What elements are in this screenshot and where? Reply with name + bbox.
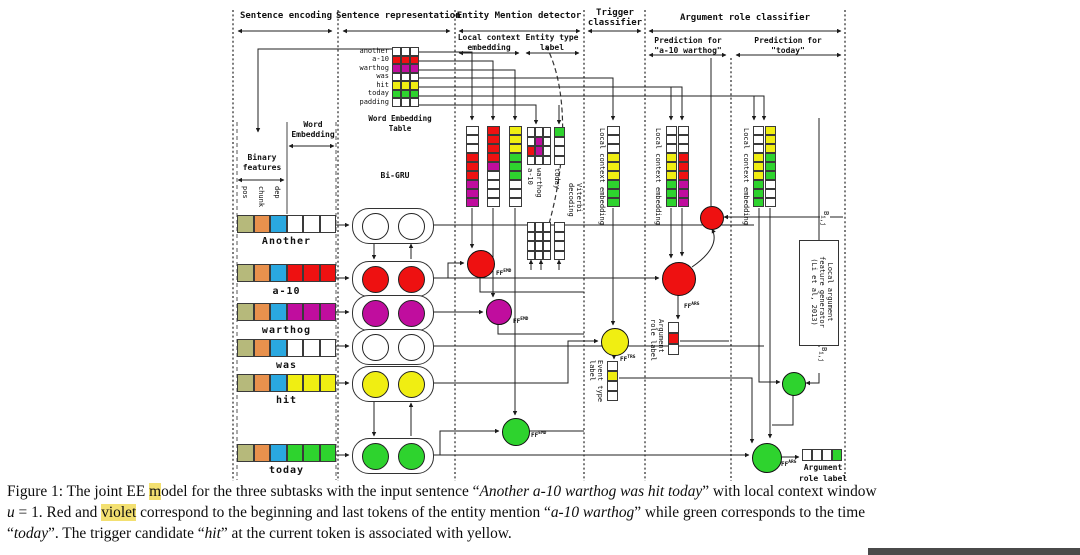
label-bij-bottom: $B_{i,j}$ — [818, 347, 828, 373]
token-label-warthog: warthog — [261, 325, 312, 336]
token-label-today: today — [268, 465, 305, 476]
label-argument-role-output-line2: role label — [798, 474, 848, 483]
ff-node-arg-big-red — [662, 262, 696, 296]
ff-label-trigger: $FF^{TRG}$ — [620, 355, 636, 363]
ff-node-emd-violet — [486, 299, 512, 325]
label-bigru: Bi-GRU — [380, 171, 410, 180]
ff-node-emd-green — [502, 418, 530, 446]
token-label-hit: hit — [275, 395, 298, 406]
gru-cell — [362, 300, 389, 327]
gru-cell — [362, 443, 389, 470]
label-argument-role-vertical: Argument role label — [649, 319, 665, 362]
gru-cell — [362, 266, 389, 293]
entity-type-grid — [527, 127, 551, 165]
word-embedding-table — [392, 47, 419, 107]
emd-context-bar-2 — [487, 126, 500, 207]
header-prediction-today-line1: Prediction for — [754, 36, 822, 45]
event-type-label-bar — [607, 361, 618, 401]
entity-type-today-column — [554, 127, 565, 165]
gru-unit-hit — [352, 366, 434, 402]
label-feature-generator: Local argument feature generator (Li et al, 2013) — [810, 256, 834, 328]
label-lce-trigger: Local context embedding — [598, 128, 606, 225]
table-caption-line2: Table — [388, 124, 412, 133]
token-label-another: Another — [261, 236, 312, 247]
gru-cell — [362, 213, 389, 240]
header-local-context-embedding-line2: embedding — [467, 43, 511, 52]
gru-cell — [398, 213, 425, 240]
table-row-label: padding — [359, 98, 389, 106]
header-local-context-embedding-line1: Local context — [457, 33, 521, 42]
gru-cell — [398, 266, 425, 293]
argument-role-output-bar — [802, 449, 842, 461]
arg-a10-context-bar-1 — [666, 126, 677, 207]
viterbi-grid — [527, 222, 551, 260]
gru-cell — [398, 443, 425, 470]
gru-cell — [398, 334, 425, 361]
label-word-embedding-line1: Word — [303, 120, 323, 129]
token-label-was: was — [275, 360, 298, 371]
label-binary-features-line1: Binary — [247, 153, 277, 162]
label-dep-feature: dep — [273, 186, 281, 199]
table-row-label: today — [367, 89, 389, 97]
header-prediction-a10-line1: Prediction for — [654, 36, 722, 45]
header-sentence-encoding: Sentence encoding — [239, 11, 333, 21]
header-argument-role-classifier: Argument role classifier — [679, 13, 811, 23]
label-argument-role-output-line1: Argument — [803, 463, 843, 472]
table-row-label: hit — [376, 81, 389, 89]
plain-wires — [432, 58, 819, 431]
arg-a10-context-bar-2 — [678, 126, 689, 207]
grid-label-warthog: warthog — [535, 168, 543, 198]
label-lce-arg-today: Local context embedding — [742, 128, 750, 225]
table-row-label: another — [359, 47, 389, 55]
header-entity-type-label-line1: Entity type — [525, 33, 579, 42]
token-area-borders — [237, 122, 336, 480]
screen-edge-artifact — [868, 548, 1080, 555]
token-vector-another — [237, 215, 336, 233]
ff-label-arg-red: $FF^{ARG}$ — [684, 302, 700, 310]
table-row-label: warthog — [359, 64, 389, 72]
trigger-context-bar — [607, 126, 620, 207]
grid-label-today: today — [553, 168, 561, 190]
gru-cell — [362, 334, 389, 361]
token-vector-warthog — [237, 303, 336, 321]
ff-label-emd-violet: $FF^{EMD}$ — [513, 317, 529, 325]
gru-cell — [398, 371, 425, 398]
token-vector-was — [237, 339, 336, 357]
label-lce-arg-a10: Local context embedding — [654, 128, 662, 225]
token-vector-a10 — [237, 264, 336, 282]
header-entity-type-label-line2: label — [539, 43, 565, 52]
figure-caption-line3: “today”. The trigger candidate “hit” at the current token is associated with yellow. — [7, 525, 512, 542]
header-trigger-classifier-line1: Trigger — [596, 8, 634, 18]
ff-node-arg-green — [782, 372, 806, 396]
label-event-type: Event type label — [588, 360, 604, 403]
token-vector-today — [237, 444, 336, 462]
table-row-label: a-10 — [372, 55, 389, 63]
header-prediction-a10-line2: "a-10 warthog" — [654, 46, 722, 55]
header-prediction-today-line2: "today" — [771, 46, 805, 55]
label-viterbi-decoding: Viterbi decoding — [567, 183, 583, 217]
arg-today-context-bar-1 — [753, 126, 764, 207]
header-sentence-representation: Sentence representation — [336, 11, 461, 21]
gru-unit-a10 — [352, 261, 434, 297]
emd-context-bar-3 — [509, 126, 522, 207]
figure-caption-line2: u = 1. Red and violet correspond to the beginning and last tokens of the entity mention “a-10 warthog” while green corresponds to the time — [7, 504, 866, 521]
label-binary-features-line2: features — [242, 163, 282, 172]
header-entity-mention-detector: Entity Mention detector — [456, 11, 582, 21]
table-caption-line1: Word Embedding — [368, 114, 432, 123]
gru-unit-warthog — [352, 295, 434, 331]
gru-unit-was — [352, 329, 434, 365]
ff-node-emd-red — [467, 250, 495, 278]
ff-node-arg-small-red — [700, 206, 724, 230]
table-row-label: was — [376, 72, 389, 80]
gru-unit-today — [352, 438, 434, 474]
label-chunk-feature: chunk — [257, 186, 265, 208]
gru-cell — [398, 300, 425, 327]
label-bij-top: $B_{i,j}$ — [820, 211, 830, 237]
gru-cell — [362, 371, 389, 398]
ff-node-arg-big-green — [752, 443, 782, 473]
ff-label-arg-green: $FF^{ARG}$ — [781, 460, 797, 468]
emd-context-bar-1 — [466, 126, 479, 207]
label-pos-feature: pos — [241, 186, 249, 199]
header-trigger-classifier-line2: classifier — [587, 18, 643, 28]
token-label-a10: a-10 — [272, 286, 301, 297]
arg-today-context-bar-2 — [765, 126, 776, 207]
ff-node-trigger — [601, 328, 629, 356]
label-word-embedding-line2: Embedding — [291, 130, 335, 139]
grid-label-a10: a-10 — [526, 168, 534, 185]
token-vector-hit — [237, 374, 336, 392]
ff-label-emd-green: $FF^{EMD}$ — [531, 431, 547, 439]
gru-unit-another — [352, 208, 434, 244]
ff-label-emd-red: $FF^{EMD}$ — [496, 269, 512, 277]
viterbi-column — [554, 222, 565, 260]
figure-caption-line1: Figure 1: The joint EE model for the three subtasks with the input sentence “Another a-10 warthog was hit today” with local context window — [7, 483, 877, 500]
argument-role-label-bar-vertical — [668, 322, 679, 355]
